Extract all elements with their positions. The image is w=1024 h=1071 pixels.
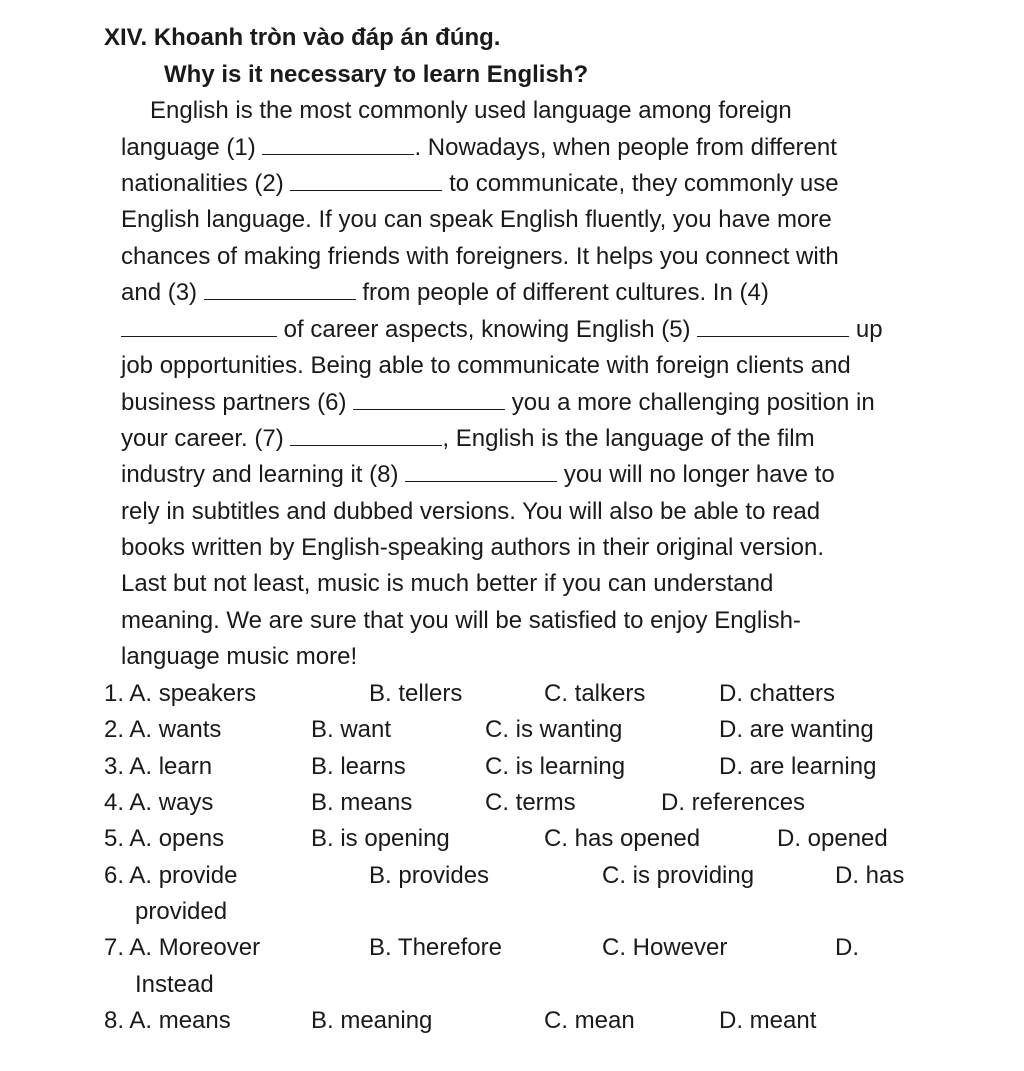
passage-text: from people of different cultures. In (4) (362, 279, 769, 306)
option-d-continued[interactable]: Instead (135, 971, 214, 998)
passage-text: nationalities (2) (121, 170, 284, 197)
option-d[interactable]: D. has (835, 862, 905, 889)
option-b[interactable]: B. meaning (311, 1007, 433, 1034)
option-b[interactable]: B. means (311, 789, 413, 816)
option-b[interactable]: B. provides (369, 862, 490, 889)
passage-line: job opportunities. Being able to communicate with foreign clients and (121, 352, 851, 379)
option-a[interactable]: 7. A. Moreover (104, 934, 261, 961)
exercise-heading: XIV. Khoanh tròn vào đáp án đúng. (104, 24, 501, 51)
passage-line (121, 170, 839, 198)
passage-line: Last but not least, music is much better if you can understand (121, 570, 774, 597)
passage-line: language music more! (121, 643, 358, 670)
option-d[interactable]: D. are learning (719, 753, 877, 780)
option-c[interactable]: C. However (602, 934, 728, 961)
passage-text: of career aspects, knowing English (5) (283, 316, 691, 343)
blank-8 (405, 461, 557, 482)
passage-line (121, 389, 875, 417)
blank-5 (697, 316, 849, 337)
blank-7 (290, 425, 442, 446)
option-d[interactable]: D. opened (777, 825, 888, 852)
option-c[interactable]: C. is learning (485, 753, 626, 780)
option-a[interactable]: 1. A. speakers (104, 680, 257, 707)
passage-line: English is the most commonly used language among foreign (150, 97, 792, 124)
passage-text: you a more challenging position in (511, 389, 875, 416)
blank-2 (290, 170, 442, 191)
option-c[interactable]: C. is wanting (485, 716, 623, 743)
option-c[interactable]: C. mean (544, 1007, 635, 1034)
option-b[interactable]: B. tellers (369, 680, 463, 707)
passage-text: industry and learning it (8) (121, 461, 399, 488)
option-c[interactable]: C. is providing (602, 862, 755, 889)
passage-title: Why is it necessary to learn English? (164, 61, 589, 88)
blank-3 (204, 279, 356, 300)
blank-1 (262, 134, 414, 155)
option-d[interactable]: D. (835, 934, 859, 961)
passage-line: chances of making friends with foreigners. It helps you connect with (121, 243, 839, 270)
option-c[interactable]: C. talkers (544, 680, 646, 707)
option-a[interactable]: 5. A. opens (104, 825, 225, 852)
passage-line: rely in subtitles and dubbed versions. You will also be able to read (121, 498, 821, 525)
passage-text: and (3) (121, 279, 198, 306)
option-c[interactable]: C. has opened (544, 825, 701, 852)
passage-line: books written by English-speaking authors in their original version. (121, 534, 825, 561)
option-d[interactable]: D. references (661, 789, 806, 816)
blank-6 (353, 389, 505, 410)
passage-line (121, 134, 837, 162)
passage-line (121, 279, 769, 307)
option-b[interactable]: B. want (311, 716, 392, 743)
option-a[interactable]: 8. A. means (104, 1007, 231, 1034)
option-d[interactable]: D. chatters (719, 680, 836, 707)
option-a[interactable]: 2. A. wants (104, 716, 222, 743)
passage-line (121, 461, 835, 489)
passage-line: meaning. We are sure that you will be satisfied to enjoy English- (121, 607, 801, 634)
passage-line: English language. If you can speak English fluently, you have more (121, 206, 832, 233)
passage-text: . Nowadays, when people from different (414, 134, 837, 161)
passage-text: , English is the language of the film (442, 425, 815, 452)
option-c[interactable]: C. terms (485, 789, 576, 816)
option-d-continued[interactable]: provided (135, 898, 228, 925)
option-a[interactable]: 3. A. learn (104, 753, 213, 780)
option-a[interactable]: 4. A. ways (104, 789, 214, 816)
option-d[interactable]: D. are wanting (719, 716, 874, 743)
passage-text: to communicate, they commonly use (449, 170, 839, 197)
passage-text: language (1) (121, 134, 256, 161)
option-b[interactable]: B. is opening (311, 825, 450, 852)
option-b[interactable]: B. Therefore (369, 934, 502, 961)
passage-text: you will no longer have to (563, 461, 835, 488)
option-a[interactable]: 6. A. provide (104, 862, 238, 889)
passage-line (121, 316, 883, 344)
passage-text: your career. (7) (121, 425, 284, 452)
option-b[interactable]: B. learns (311, 753, 406, 780)
blank-4 (121, 316, 277, 337)
passage-text: up (855, 316, 883, 343)
option-d[interactable]: D. meant (719, 1007, 817, 1034)
passage-text: business partners (6) (121, 389, 347, 416)
passage-line (121, 425, 815, 453)
